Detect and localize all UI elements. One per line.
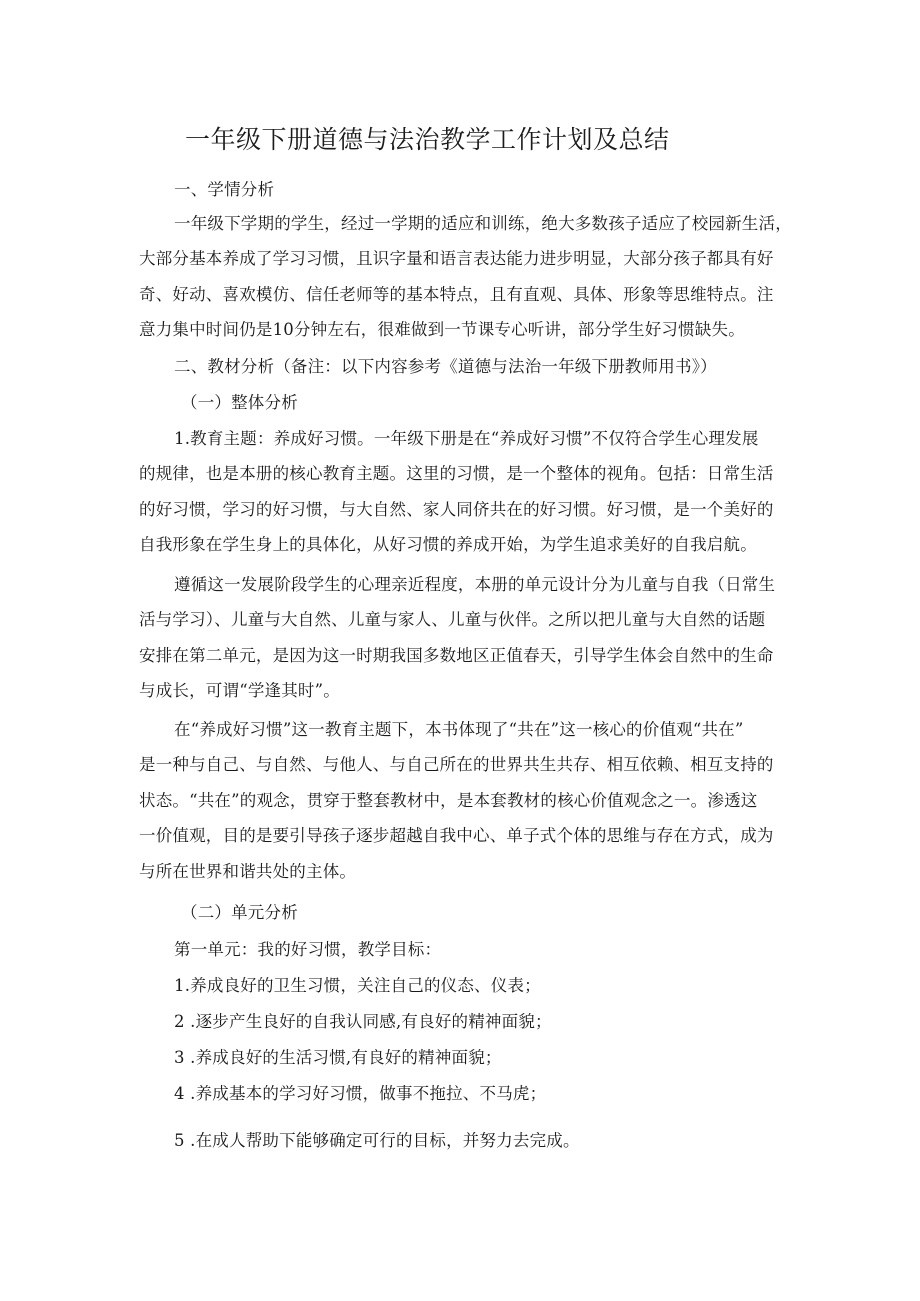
- paragraph-line: 是一种与自己、与自然、与他人、与自己所在的世界共生共存、相互依赖、相互支持的: [139, 755, 774, 774]
- paragraph-line: 奇、好动、喜欢模仿、信任老师等的基本特点，且有直观、具体、形象等思维特点。注: [139, 285, 774, 304]
- paragraph-line: 与所在世界和谐共处的主体。: [139, 862, 357, 881]
- paragraph-line: 在“养成好习惯”这一教育主题下，本书体现了“共在”这一核心的价值观“共在”: [174, 720, 744, 739]
- section-heading-1: 一、学情分析: [174, 180, 275, 199]
- paragraph-line: 一价值观，目的是要引导孩子逐步超越自我中心、单子式个体的思维与存在方式，成为: [139, 826, 774, 845]
- list-item: 5 .在成人帮助下能够确定可行的目标，并努力去完成。: [174, 1131, 580, 1150]
- paragraph-line: 状态。“共在”的观念，贯穿于整套教材中，是本套教材的核心价值观念之一。渗透这: [139, 791, 758, 810]
- document-title: 一年级下册道德与法治教学工作计划及总结: [185, 125, 670, 154]
- list-item: 第一单元：我的好习惯，教学目标：: [174, 940, 442, 959]
- list-item: 2 .逐步产生良好的自我认同感,有良好的精神面貌；: [174, 1012, 552, 1031]
- paragraph-line: 与成长，可谓“学逢其时”。: [139, 681, 340, 700]
- subsection-heading-1: （一）整体分析: [181, 393, 298, 412]
- paragraph-line: 意力集中时间仍是10分钟左右，很难做到一节课专心听讲，部分学生好习惯缺失。: [139, 320, 745, 339]
- paragraph-line: 自我形象在学生身上的具体化，从好习惯的养成开始，为学生追求美好的自我启航。: [139, 535, 757, 554]
- paragraph-line: 安排在第二单元，是因为这一时期我国多数地区正值春天，引导学生体会自然中的生命: [139, 646, 774, 665]
- paragraph-line: 遵循这一发展阶段学生的心理亲近程度，本册的单元设计分为儿童与自我（日常生: [174, 575, 776, 594]
- paragraph-line: 大部分基本养成了学习习惯，且识字量和语言表达能力进步明显，大部分孩子都具有好: [139, 249, 774, 268]
- list-item: 4 .养成基本的学习好习惯，做事不拖拉、不马虎；: [174, 1084, 547, 1103]
- paragraph-line: 活与学习）、儿童与大自然、儿童与家人、儿童与伙伴。之所以把儿童与大自然的话题: [139, 610, 766, 629]
- paragraph-line: 一年级下学期的学生，经过一学期的适应和训练，绝大多数孩子适应了校园新生活，: [174, 214, 792, 233]
- paragraph-line: 的规律，也是本册的核心教育主题。这里的习惯，是一个整体的视角。包括：日常生活: [139, 464, 774, 483]
- list-item: 3 .养成良好的生活习惯,有良好的精神面貌；: [174, 1048, 502, 1067]
- section-heading-2: 二、教材分析（备注：以下内容参考《道德与法治一年级下册教师用书》）: [174, 357, 717, 376]
- paragraph-line: 的好习惯，学习的好习惯，与大自然、家人同侪共在的好习惯。好习惯，是一个美好的: [139, 500, 774, 519]
- subsection-heading-2: （二）单元分析: [181, 903, 298, 922]
- list-item: 1.养成良好的卫生习惯，关注自己的仪态、仪表；: [174, 976, 541, 995]
- paragraph-line: 1.教育主题：养成好习惯。一年级下册是在“养成好习惯”不仅符合学生心理发展: [174, 429, 759, 448]
